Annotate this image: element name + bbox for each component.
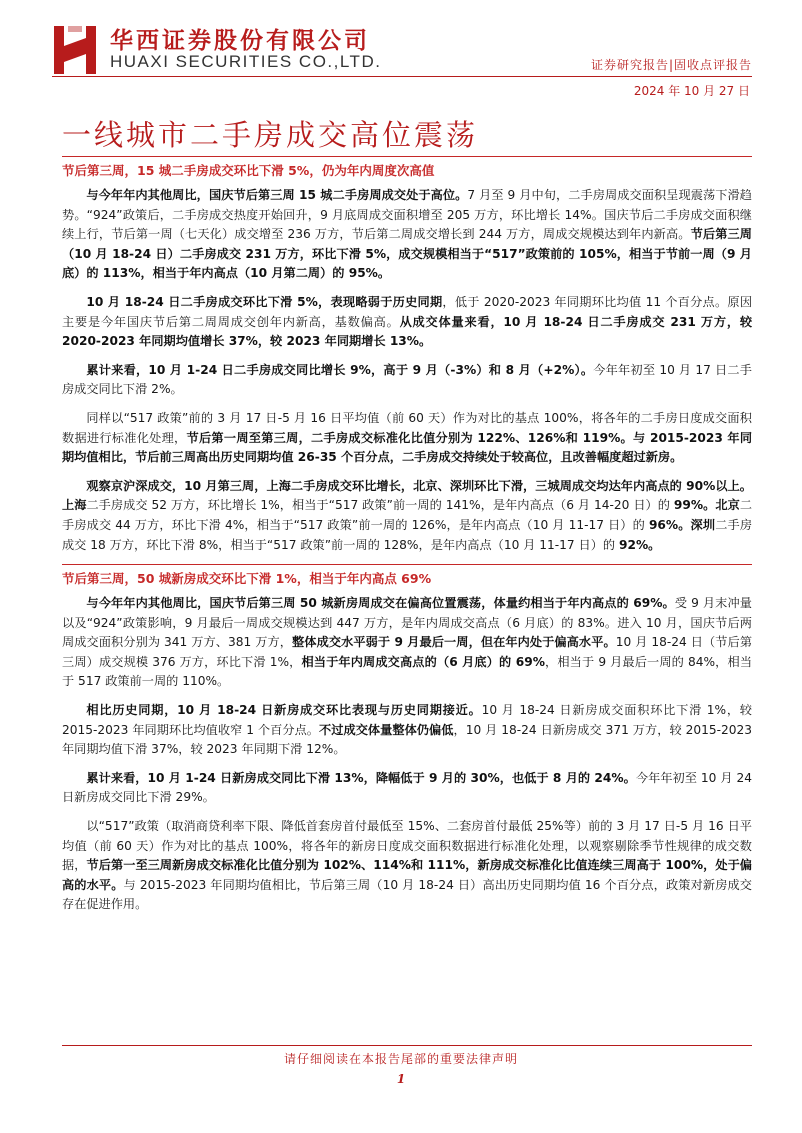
body-paragraph: [62, 186, 752, 284]
body-paragraph: [62, 701, 752, 760]
emphasis-text: 相当于年内周成交高点的（6 月底）的 69%: [301, 654, 545, 669]
company-name-en: HUAXI SECURITIES CO.,LTD.: [110, 52, 382, 71]
report-body: [62, 156, 752, 924]
header-divider: [52, 76, 752, 77]
emphasis-text: 相比历史同期，10 月 18-24 日新房成交环比表现与历史同期接近。: [86, 703, 482, 718]
body-text: ，低于 2020-2023 年同期环比均值 11 个百分点。原因主要是今年国庆节后第二周周成交创年内新高，基数偏高。: [62, 294, 753, 329]
emphasis-text: 与今年年内其他周比，国庆节后第三周 50 城新房周成交在偏高位置震荡，体量约相当于年内高点的 69%。: [86, 596, 675, 611]
body-text: 受 9 月末冲量以及“924”政策影响，9 月最后一周成交规模达到 447 万方，是年内周成交高点（6 月底）的 83%。进入 10 月，国庆节后两周成交面积分别为 341 万方、381 万方，: [62, 596, 752, 650]
page-number: 1: [396, 1072, 406, 1086]
section-heading: 节后第三周，15 城二手房成交环比下滑 5%，仍为年内周度次高值: [62, 156, 752, 180]
emphasis-text: 不过成交体量整体仍偏低: [319, 722, 454, 737]
huaxi-logo-icon: [52, 24, 98, 76]
body-text: 今年年初至 10 月 17 日二手房成交同比下滑 2%。: [62, 362, 752, 397]
report-header: [52, 18, 752, 88]
body-text: 7 月至 9 月中旬，二手房周成交面积呈现震荡下滑趋势。“924”政策后，二手房成交热度开始回升，9 月底周成交面积增至 205 万方，环比增长 14%。国庆节后二手房成交面积继续上行，节后第一周（七天化）成交增至 236 万方，节后第二周成交增长到 244 万方，周成交规模达到年内新高。: [62, 188, 752, 242]
footer-divider: [62, 1045, 752, 1046]
body-text: 与 2015-2023 年同期均值相比，节后第三周（10 月 18-24 日）高出历史同期均值 16 个百分点，政策对新房成交存在促进作用。: [62, 877, 752, 912]
emphasis-text: 节后第一周至第三周，二手房成交标准化比值分别为 122%、126%和 119%。与 2015-2023 年同期均值相比，节后前三周高出历史同期均值 26-35 个百分点，二手房成交持续处于较高位，且改善幅度超过新房。: [62, 430, 753, 465]
body-paragraph: [62, 477, 752, 555]
emphasis-text: 上海: [62, 498, 87, 513]
body-text: 10 月 18-24 日（节后第三周）成交规模 376 万方，环比下滑 1%，: [62, 635, 753, 669]
body-text: 二手房成交 18 万方，环比下滑 8%，相当于“517 政策”前一周的 128%，是年内高点（10 月 11-17 日）的: [62, 517, 753, 552]
legal-disclaimer: 请仔细阅读在本报告尾部的重要法律声明: [283, 1052, 518, 1066]
emphasis-text: 观察京沪深成交，10 月第三周，上海二手房成交环比增长，北京、深圳环比下滑，三城周成交均达年内高点的 90%以上。: [86, 478, 752, 493]
body-paragraph: [62, 594, 752, 692]
company-name-cn: 华西证券股份有限公司: [110, 28, 370, 54]
emphasis-text: 92%。: [619, 537, 661, 552]
emphasis-text: 整体成交水平弱于 9 月最后一周，但在年内处于偏高水平。: [292, 635, 616, 650]
emphasis-text: 节后第三周（10 月 18-24 日）二手房成交 231 万方，环比下滑 5%，成交规模相当于“517”政策前的 105%，相当于节前一周（9 月底）的 113%，相当于年内高点（10 月第二周）的 95%。: [62, 227, 752, 281]
body-text: 今年年初至 10 月 24 日新房成交同比下滑 29%。: [62, 770, 752, 805]
report-date: 2024 年 10 月 27 日: [633, 84, 750, 98]
body-text: ，10 月 18-24 日新房成交 371 万方，较 2015-2023 年同期均值下滑 37%，较 2023 年同期下滑 12%。: [62, 722, 753, 757]
body-paragraph: [62, 769, 752, 808]
emphasis-text: 99%。北京: [673, 498, 740, 513]
body-paragraph: [62, 293, 752, 352]
body-text: 二手房成交 52 万方，环比增长 1%，相当于“517 政策”前一周的 141%，是年内高点（6 月 14-20 日）的: [86, 498, 674, 513]
body-text: 以“517”政策（取消商贷利率下限、降低首套房首付最低至 15%、二套房首付最低 25%等）前的 3 月 17 日-5 月 16 日平均值（前 60 天）作为对比的基点 100%，将各年的新房日度成交面积数据进行标准化处理，以观察剔除季节性规律的成交数据，: [62, 819, 752, 873]
section-heading: 节后第三周，50 城新房成交环比下滑 1%，相当于年内高点 69%: [62, 564, 752, 588]
body-text: 二手房成交 44 万方，环比下滑 4%，相当于“517 政策”前一周的 126%，是年内高点（10 月 11-17 日）的: [62, 498, 752, 532]
emphasis-text: 10 月 18-24 日二手房成交环比下滑 5%，表现略弱于历史同期: [86, 294, 443, 309]
page-title: 一线城市二手房成交高位震荡: [62, 118, 479, 153]
body-text: 同样以“517 政策”前的 3 月 17 日-5 月 16 日平均值（前 60 天）作为对比的基点 100%，将各年的二手房日度成交面积数据进行标准化处理，: [62, 410, 752, 445]
body-paragraph: [62, 409, 752, 468]
body-paragraph: [62, 361, 752, 400]
emphasis-text: 与今年年内其他周比，国庆节后第三周 15 城二手房周成交处于高位。: [86, 188, 468, 202]
emphasis-text: 累计来看，10 月 1-24 日二手房成交同比增长 9%，高于 9 月（-3%）和 8 月（+2%）。: [86, 362, 594, 377]
emphasis-text: 累计来看，10 月 1-24 日新房成交同比下滑 13%，降幅低于 9 月的 30%，也低于 8 月的 24%。: [86, 770, 636, 785]
report-type: 证券研究报告|固收点评报告: [590, 58, 752, 72]
body-text: 10 月 18-24 日新房成交面积环比下滑 1%，较 2015-2023 年同期环比均值收窄 1 个百分点。: [62, 703, 752, 737]
emphasis-text: 节后第一至三周新房成交标准化比值分别为 102%、114%和 111%，新房成交标准化比值连续三周高于 100%，处于偏高的水平。: [62, 858, 752, 892]
emphasis-text: 从成交体量来看，10 月 18-24 日二手房成交 231 万方，较 2020-2023 年同期均值增长 37%，较 2023 年同期增长 13%。: [62, 314, 753, 349]
body-paragraph: [62, 817, 752, 915]
body-text: ，相当于 9 月最后一周的 84%，相当于 517 政策前一周的 110%。: [62, 654, 753, 689]
emphasis-text: 96%。深圳: [648, 517, 716, 532]
